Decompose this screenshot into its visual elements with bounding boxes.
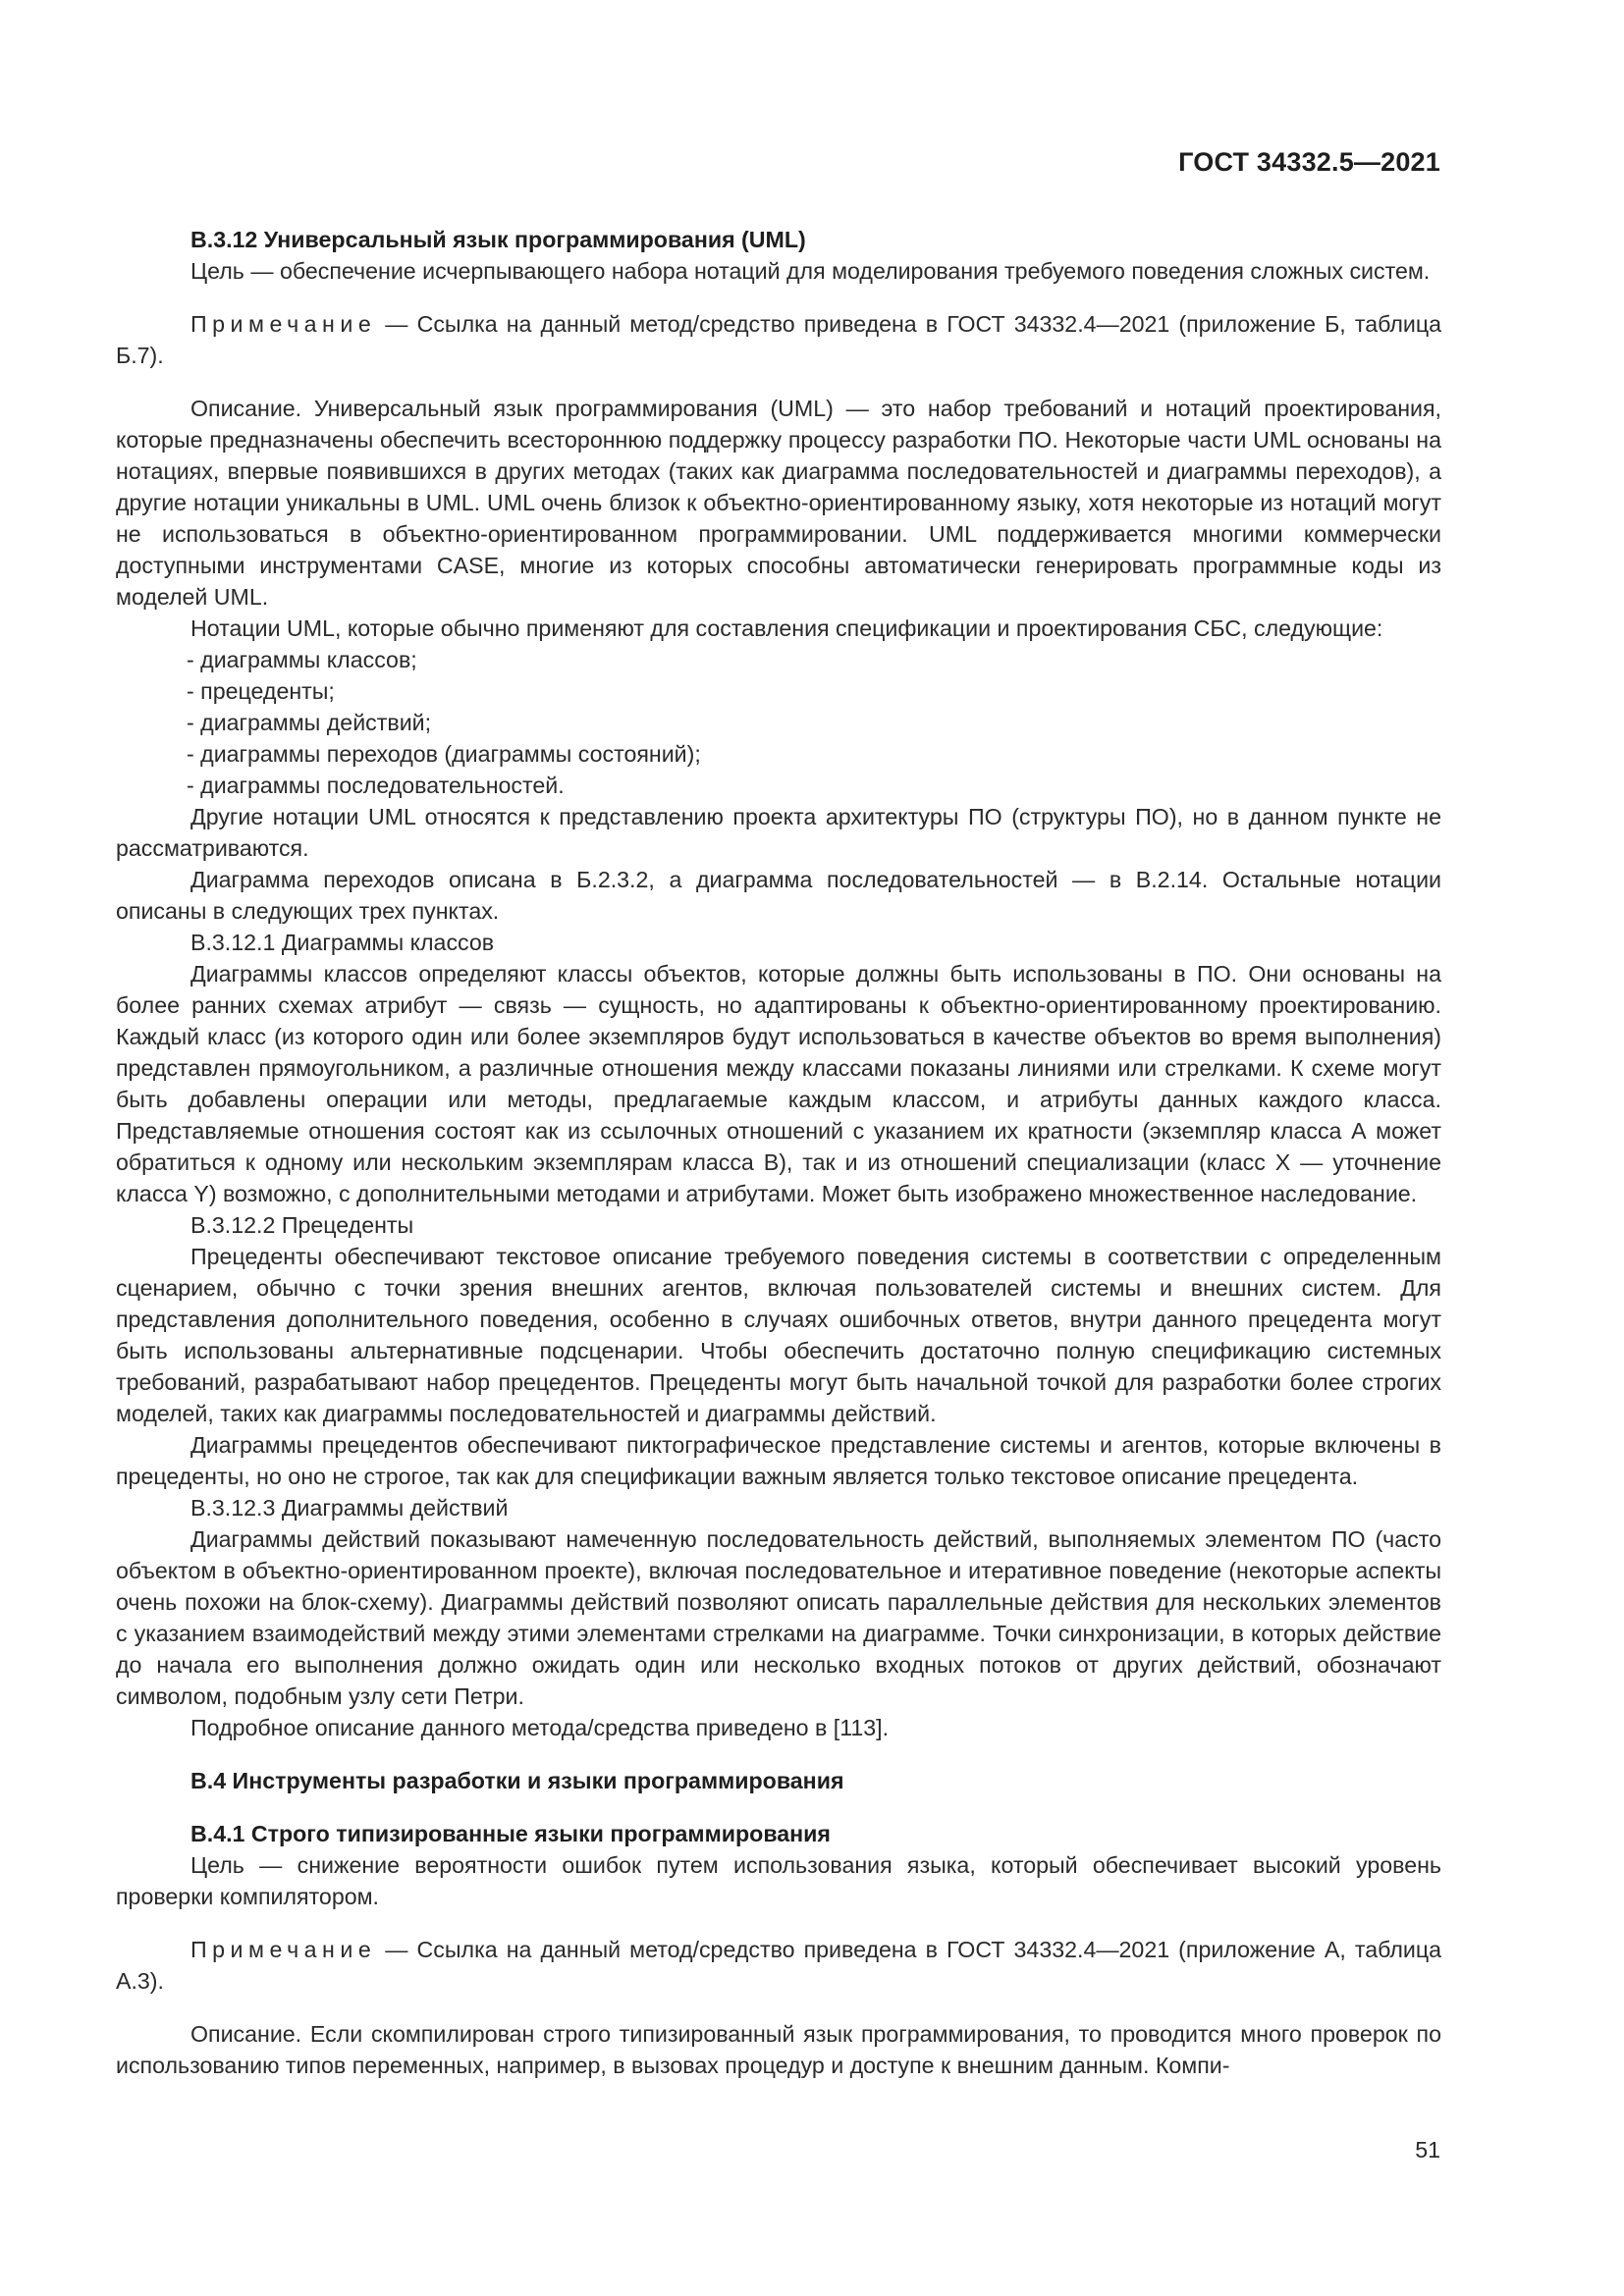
document-body (116, 224, 1441, 2081)
body-paragraph: В.3.12.3 Диаграммы действий (190, 1495, 509, 1521)
body-paragraph: Прецеденты обеспечивают текстовое описание требуемого поведения системы в соответствии с определенным сценарием, обычно с точки зрения внешних агентов, включая пользователей системы и внешних систем. Для представления дополнительного поведения, особенно в случаях ошибочных ответов, внутри данного прецедента могут быть использованы альтернативные подсценарии. Чтобы обеспечить достаточно полную спецификацию системных требований, разрабатывают набор прецедентов. Прецеденты могут быть начальной точкой для разработки более строгих моделей, таких как диаграммы последовательностей и диаграммы действий. (116, 1244, 1441, 1426)
section-heading: В.3.12 Универсальный язык программирования (UML) (190, 227, 806, 252)
body-paragraph: Цель — обеспечение исчерпывающего набора нотаций для моделирования требуемого поведения сложных систем. (190, 258, 1431, 284)
body-paragraph: Описание. Универсальный язык программирования (UML) — это набор требований и нотаций проектирования, которые предназначены обеспечить всестороннюю поддержку процессу разработки ПО. Некоторые части UML основаны на нотациях, впервые появившихся в других методах (таких как диаграмма последовательностей и диаграммы переходов), а другие нотации уникальны в UML. UML очень близок к объектно-ориентированному языку, хотя некоторые из нотаций могут не использоваться в объектно-ориентированном программировании. UML поддерживается многими коммерчески доступными инструментами CASE, многие из которых способны автоматически генерировать программные коды из моделей UML. (116, 396, 1441, 610)
body-paragraph: Диаграмма переходов описана в Б.2.3.2, а диаграмма последовательностей — в В.2.14. Остальные нотации описаны в следующих трех пунктах. (116, 867, 1441, 924)
body-paragraph: Диаграммы прецедентов обеспечивают пиктографическое представление системы и агентов, которые включены в прецеденты, но оно не строгое, так как для спецификации важным является только текстовое описание прецедента. (116, 1432, 1441, 1489)
note-text: — Ссылка на данный метод/средство приведена в ГОСТ 34332.4—2021 (приложение Б, таблица Б.7). (116, 311, 1441, 368)
body-paragraph: Другие нотации UML относятся к представлению проекта архитектуры ПО (структуры ПО), но в данном пункте не рассматриваются. (116, 804, 1441, 861)
list-item: - диаграммы действий; (187, 710, 432, 735)
list-item: - диаграммы переходов (диаграммы состояний); (187, 741, 701, 767)
note-text: — Ссылка на данный метод/средство приведена в ГОСТ 34332.4—2021 (приложение А, таблица А.3). (116, 1937, 1441, 1994)
section-heading: В.4 Инструменты разработки и языки программирования (190, 1768, 844, 1793)
body-paragraph: Цель — снижение вероятности ошибок путем использования языка, который обеспечивает высокий уровень проверки компилятором. (116, 1852, 1441, 1909)
list-item: - диаграммы классов; (187, 647, 417, 672)
note-paragraph (116, 1934, 1441, 1997)
body-paragraph: В.3.12.1 Диаграммы классов (190, 930, 495, 955)
note-paragraph (116, 308, 1441, 371)
section-heading: В.4.1 Строго типизированные языки программирования (190, 1821, 831, 1846)
body-paragraph: Диаграммы действий показывают намеченную последовательность действий, выполняемых элементом ПО (часто объектом в объектно-ориентированном проекте), включая последовательное и итеративное поведение (некоторые аспекты очень похожи на блок-схему). Диаграммы действий позволяют описать параллельные действия для нескольких элементов с указанием взаимодействий между этими элементами стрелками на диаграмме. Точки синхронизации, в которых действие до начала его выполнения должно ожидать один или несколько входных потоков от других действий, обозначают символом, подобным узлу сети Петри. (116, 1526, 1441, 1709)
body-paragraph: Нотации UML, которые обычно применяют для составления спецификации и проектирования СБС, следующие: (190, 615, 1383, 641)
note-label: Примечание (190, 311, 377, 337)
page-number: 51 (1415, 2137, 1440, 2163)
body-paragraph: Описание. Если скомпилирован строго типизированный язык программирования, то проводится много проверок по использованию типов переменных, например, в вызовах процедур и доступе к внешним данным. Компи- (116, 2021, 1441, 2078)
document-header: ГОСТ 34332.5—2021 (1178, 147, 1440, 177)
body-paragraph: Диаграммы классов определяют классы объектов, которые должны быть использованы в ПО. Они основаны на более ранних схемах атрибут — связь — сущность, но адаптированы к объектно-ориентированному проектированию. Каждый класс (из которого один или более экземпляров будут использоваться в качестве объектов во время выполнения) представлен прямоугольником, а различные отношения между классами показаны линиями или стрелками. К схеме могут быть добавлены операции или методы, предлагаемые каждым классом, и атрибуты данных каждого класса. Представляемые отношения состоят как из ссылочных отношений с указанием их кратности (экземпляр класса А может обратиться к одному или нескольким экземплярам класса В), так и из отношений специализации (класс X — уточнение класса Y) возможно, с дополнительными методами и атрибутами. Может быть изображено множественное наследование. (116, 961, 1441, 1206)
body-paragraph: Подробное описание данного метода/средства приведено в [113]. (190, 1715, 890, 1740)
list-item: - диаграммы последовательностей. (187, 773, 565, 798)
body-paragraph: В.3.12.2 Прецеденты (190, 1212, 414, 1238)
note-label: Примечание (190, 1937, 377, 1962)
list-item: - прецеденты; (187, 678, 335, 704)
